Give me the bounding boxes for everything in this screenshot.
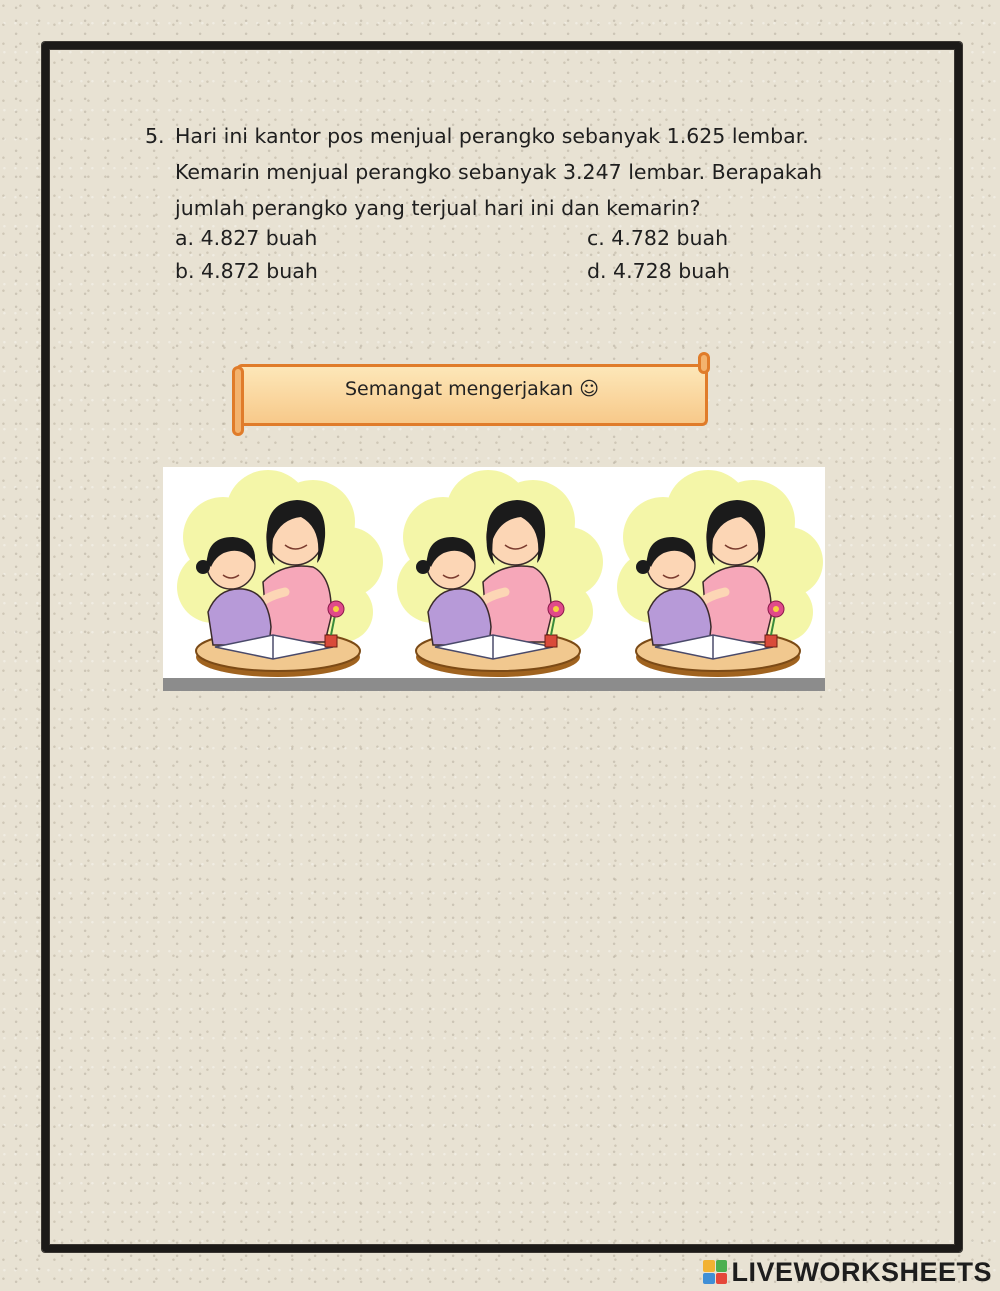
- option-c[interactable]: c. 4.782 buah: [587, 226, 729, 250]
- illustration-svg: [163, 467, 825, 691]
- option-d[interactable]: d. 4.728 buah: [587, 259, 730, 283]
- scene-middle: [397, 470, 603, 677]
- question-number: 5.: [145, 124, 165, 148]
- question-line-1: Hari ini kantor pos menjual perangko sebanyak 1.625 lembar.: [175, 124, 809, 148]
- floor-strip: [163, 678, 825, 691]
- question-text: [175, 118, 865, 226]
- watermark-text: LIVEWORKSHEETS: [731, 1256, 992, 1287]
- banner-curl-right: [698, 352, 710, 374]
- question-line-3: jumlah perangko yang terjual hari ini dan kemarin?: [175, 196, 701, 220]
- scene-right: [617, 470, 823, 677]
- option-b[interactable]: b. 4.872 buah: [175, 259, 318, 283]
- question-line-2: Kemarin menjual perangko sebanyak 3.247 lembar. Berapakah: [175, 160, 822, 184]
- encouragement-banner: [236, 364, 708, 426]
- option-a[interactable]: a. 4.827 buah: [175, 226, 318, 250]
- liveworksheets-logo-icon: [703, 1260, 727, 1284]
- banner-curl-left: [232, 366, 244, 436]
- mother-daughter-reading-illustration: [163, 467, 825, 691]
- scene-left: [177, 470, 383, 677]
- banner-text: Semangat mengerjakan ☺: [344, 378, 600, 400]
- liveworksheets-watermark: [703, 1257, 992, 1287]
